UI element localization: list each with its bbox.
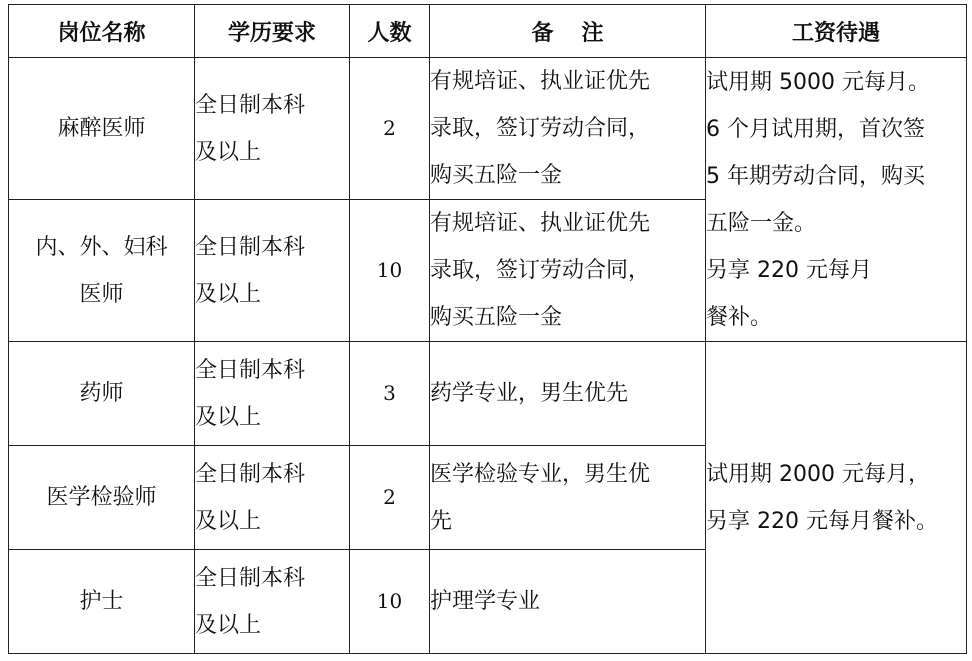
position-text: 护士 — [79, 589, 124, 614]
salary-cell — [706, 342, 967, 654]
count-cell: 2 — [350, 446, 430, 550]
recruitment-table — [8, 4, 967, 654]
header-salary: 工资待遇 — [706, 5, 967, 58]
header-remark — [430, 5, 706, 58]
salary-cell — [706, 58, 967, 342]
remark-text: 药学专业，男生优先 — [430, 381, 629, 406]
remark-text: 医学检验专业，男生优 先 — [430, 461, 651, 534]
education-cell — [195, 200, 350, 342]
position-cell — [9, 550, 195, 654]
education-text: 全日制本科 及以上 — [195, 565, 306, 638]
education-text: 全日制本科 及以上 — [195, 234, 306, 307]
remark-cell — [430, 200, 706, 342]
remark-cell — [430, 342, 706, 446]
header-row — [9, 5, 967, 58]
remark-cell — [430, 446, 706, 550]
education-cell — [195, 550, 350, 654]
count-cell: 2 — [350, 58, 430, 200]
header-remark-label: 备注 — [531, 19, 632, 46]
education-cell — [195, 446, 350, 550]
remark-text: 护理学专业 — [430, 589, 541, 614]
count-cell: 3 — [350, 342, 430, 446]
position-text: 药师 — [79, 381, 124, 406]
count-cell: 10 — [350, 200, 430, 342]
education-text: 全日制本科 及以上 — [195, 461, 306, 534]
header-count: 人数 — [350, 5, 430, 58]
remark-text: 有规培证、执业证优先 录取，签订劳动合同， 购买五险一金 — [430, 69, 651, 188]
table-row — [9, 342, 967, 446]
position-cell — [9, 200, 195, 342]
education-cell — [195, 58, 350, 200]
position-cell — [9, 446, 195, 550]
header-position: 岗位名称 — [9, 5, 195, 58]
position-cell — [9, 342, 195, 446]
education-text: 全日制本科 及以上 — [195, 357, 306, 430]
remark-text: 有规培证、执业证优先 录取，签订劳动合同， 购买五险一金 — [430, 211, 651, 330]
remark-cell — [430, 550, 706, 654]
education-text: 全日制本科 及以上 — [195, 92, 306, 165]
education-cell — [195, 342, 350, 446]
position-text: 麻醉医师 — [57, 116, 146, 141]
position-cell — [9, 58, 195, 200]
salary-text: 试用期 2000 元每月， 另享 220 元每月餐补。 — [706, 461, 938, 534]
position-text: 内、外、妇科 医师 — [35, 234, 168, 307]
salary-text: 试用期 5000 元每月。 6 个月试用期，首次签 5 年期劳动合同，购买 五险一金。 另享 220 元每月 餐补。 — [706, 69, 930, 330]
header-education: 学历要求 — [195, 5, 350, 58]
table-row — [9, 58, 967, 200]
position-text: 医学检验师 — [46, 485, 157, 510]
count-cell: 10 — [350, 550, 430, 654]
remark-cell — [430, 58, 706, 200]
